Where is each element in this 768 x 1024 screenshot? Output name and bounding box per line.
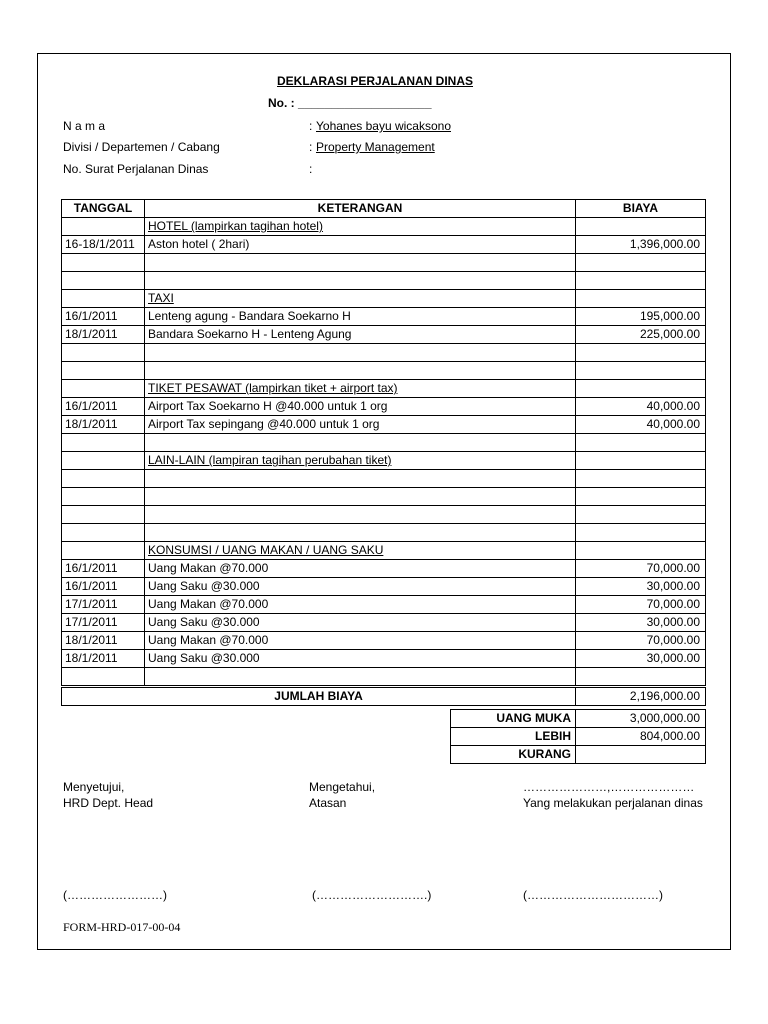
date-cell — [62, 254, 145, 272]
field-label-nama: N a m a — [63, 119, 106, 133]
cost-cell — [576, 668, 706, 687]
date-cell — [62, 344, 145, 362]
cost-cell: 70,000.00 — [576, 596, 706, 614]
description-cell: Bandara Soekarno H - Lenteng Agung — [145, 326, 576, 344]
cost-cell: 30,000.00 — [576, 614, 706, 632]
section-title: LAIN-LAIN (lampiran tagihan perubahan tiket) — [148, 453, 392, 467]
description-cell: Airport Tax Soekarno H @40.000 untuk 1 org — [145, 398, 576, 416]
table-row — [62, 308, 706, 326]
number-label: No. : — [268, 96, 295, 110]
table-header-row — [62, 200, 706, 218]
description-cell: Uang Makan @70.000 — [145, 632, 576, 650]
description-cell: Airport Tax sepingang @40.000 untuk 1 org — [145, 416, 576, 434]
cost-cell: 70,000.00 — [576, 632, 706, 650]
date-cell — [62, 290, 145, 308]
cost-cell — [576, 470, 706, 488]
description-cell — [145, 434, 576, 452]
date-cell — [62, 488, 145, 506]
expense-table — [61, 199, 706, 706]
table-row — [62, 614, 706, 632]
cost-cell: 40,000.00 — [576, 416, 706, 434]
cost-cell — [576, 452, 706, 470]
summary-label: UANG MUKA — [451, 710, 576, 728]
description-cell — [145, 344, 576, 362]
cost-cell: 30,000.00 — [576, 578, 706, 596]
table-row — [62, 560, 706, 578]
cost-cell — [576, 380, 706, 398]
date-cell — [62, 542, 145, 560]
table-row — [62, 272, 706, 290]
section-title: HOTEL (lampirkan tagihan hotel) — [148, 219, 323, 233]
table-row — [62, 362, 706, 380]
date-cell — [62, 668, 145, 687]
table-row — [62, 596, 706, 614]
cost-cell — [576, 542, 706, 560]
signature-superior-line: (……………………….) — [312, 888, 432, 902]
description-cell — [145, 488, 576, 506]
cost-cell: 225,000.00 — [576, 326, 706, 344]
cost-cell: 40,000.00 — [576, 398, 706, 416]
table-row — [62, 524, 706, 542]
summary-row-lebih — [451, 728, 706, 746]
signature-approver-line: (……………………) — [63, 888, 167, 902]
description-cell: Uang Saku @30.000 — [145, 614, 576, 632]
cost-cell: 70,000.00 — [576, 560, 706, 578]
description-cell — [145, 668, 576, 687]
section-header-row — [62, 218, 706, 236]
table-row — [62, 632, 706, 650]
table-row — [62, 398, 706, 416]
total-row — [62, 687, 706, 706]
description-cell: Uang Saku @30.000 — [145, 650, 576, 668]
description-cell: Uang Saku @30.000 — [145, 578, 576, 596]
date-cell: 16-18/1/2011 — [62, 236, 145, 254]
section-title: KONSUMSI / UANG MAKAN / UANG SAKU — [148, 543, 384, 557]
signature-traveler-place-date: …………………,………………… — [523, 780, 695, 794]
form-code: FORM-HRD-017-00-04 — [63, 920, 181, 934]
date-cell: 18/1/2011 — [62, 326, 145, 344]
date-cell — [62, 434, 145, 452]
summary-value — [576, 746, 706, 764]
date-cell: 18/1/2011 — [62, 650, 145, 668]
cost-cell: 195,000.00 — [576, 308, 706, 326]
signature-approver-role: HRD Dept. Head — [63, 796, 154, 810]
date-cell: 16/1/2011 — [62, 578, 145, 596]
cost-cell — [576, 524, 706, 542]
date-cell — [62, 452, 145, 470]
date-cell: 16/1/2011 — [62, 560, 145, 578]
date-cell — [62, 362, 145, 380]
date-cell: 18/1/2011 — [62, 632, 145, 650]
column-header-keterangan: KETERANGAN — [145, 200, 576, 218]
section-title: TIKET PESAWAT (lampirkan tiket + airport tax) — [148, 381, 398, 395]
date-cell — [62, 470, 145, 488]
total-value: 2,196,000.00 — [576, 687, 706, 706]
field-value-divisi: Property Management — [316, 140, 435, 154]
section-header-row — [62, 542, 706, 560]
cost-cell — [576, 362, 706, 380]
document-number — [268, 96, 432, 110]
date-cell: 16/1/2011 — [62, 398, 145, 416]
date-cell: 17/1/2011 — [62, 596, 145, 614]
section-title-cell — [145, 380, 576, 398]
signature-superior-role: Atasan — [309, 796, 347, 810]
description-cell — [145, 470, 576, 488]
signature-superior-title: Mengetahui, — [309, 780, 376, 794]
table-row — [62, 650, 706, 668]
section-title-cell — [145, 452, 576, 470]
summary-value: 804,000.00 — [576, 728, 706, 746]
cost-cell — [576, 434, 706, 452]
table-row — [62, 416, 706, 434]
table-row — [62, 236, 706, 254]
cost-cell — [576, 254, 706, 272]
summary-table — [450, 709, 706, 764]
summary-row-kurang — [451, 746, 706, 764]
field-label-surat: No. Surat Perjalanan Dinas — [63, 162, 209, 176]
signature-traveler-role: Yang melakukan perjalanan dinas — [523, 796, 703, 810]
cost-cell — [576, 290, 706, 308]
cost-cell: 30,000.00 — [576, 650, 706, 668]
section-header-row — [62, 380, 706, 398]
section-title-cell — [145, 218, 576, 236]
table-row — [62, 434, 706, 452]
section-title-cell — [145, 290, 576, 308]
summary-label: LEBIH — [451, 728, 576, 746]
description-cell: Uang Makan @70.000 — [145, 560, 576, 578]
field-sep-divisi: : — [309, 140, 313, 154]
table-row — [62, 578, 706, 596]
section-title-cell — [145, 542, 576, 560]
field-label-divisi: Divisi / Departemen / Cabang — [63, 140, 220, 154]
table-row — [62, 344, 706, 362]
date-cell: 16/1/2011 — [62, 308, 145, 326]
signature-approver-title: Menyetujui, — [63, 780, 125, 794]
signature-traveler-line: (……………………………) — [523, 888, 663, 902]
date-cell: 17/1/2011 — [62, 614, 145, 632]
date-cell — [62, 380, 145, 398]
table-row — [62, 506, 706, 524]
section-header-row — [62, 290, 706, 308]
cost-cell — [576, 506, 706, 524]
field-sep-surat: : — [309, 162, 313, 176]
summary-label: KURANG — [451, 746, 576, 764]
cost-cell — [576, 488, 706, 506]
table-row — [62, 470, 706, 488]
document-title: DEKLARASI PERJALANAN DINAS — [277, 74, 474, 88]
date-cell — [62, 272, 145, 290]
table-row — [62, 254, 706, 272]
description-cell: Uang Makan @70.000 — [145, 596, 576, 614]
field-sep-nama: : — [309, 119, 313, 133]
date-cell — [62, 218, 145, 236]
description-cell — [145, 524, 576, 542]
column-header-biaya: BIAYA — [576, 200, 706, 218]
cost-cell — [576, 218, 706, 236]
column-header-tanggal: TANGGAL — [62, 200, 145, 218]
table-row — [62, 326, 706, 344]
total-label: JUMLAH BIAYA — [62, 687, 576, 706]
description-cell — [145, 272, 576, 290]
description-cell: Aston hotel ( 2hari) — [145, 236, 576, 254]
date-cell — [62, 506, 145, 524]
number-value: ____________________ — [298, 96, 432, 110]
summary-value: 3,000,000.00 — [576, 710, 706, 728]
date-cell: 18/1/2011 — [62, 416, 145, 434]
description-cell — [145, 506, 576, 524]
description-cell: Lenteng agung - Bandara Soekarno H — [145, 308, 576, 326]
section-header-row — [62, 452, 706, 470]
table-row — [62, 668, 706, 687]
table-row — [62, 488, 706, 506]
description-cell — [145, 254, 576, 272]
section-title: TAXI — [148, 291, 174, 305]
cost-cell — [576, 272, 706, 290]
date-cell — [62, 524, 145, 542]
cost-cell: 1,396,000.00 — [576, 236, 706, 254]
field-value-nama: Yohanes bayu wicaksono — [316, 119, 451, 133]
summary-row-uang-muka — [451, 710, 706, 728]
cost-cell — [576, 344, 706, 362]
description-cell — [145, 362, 576, 380]
